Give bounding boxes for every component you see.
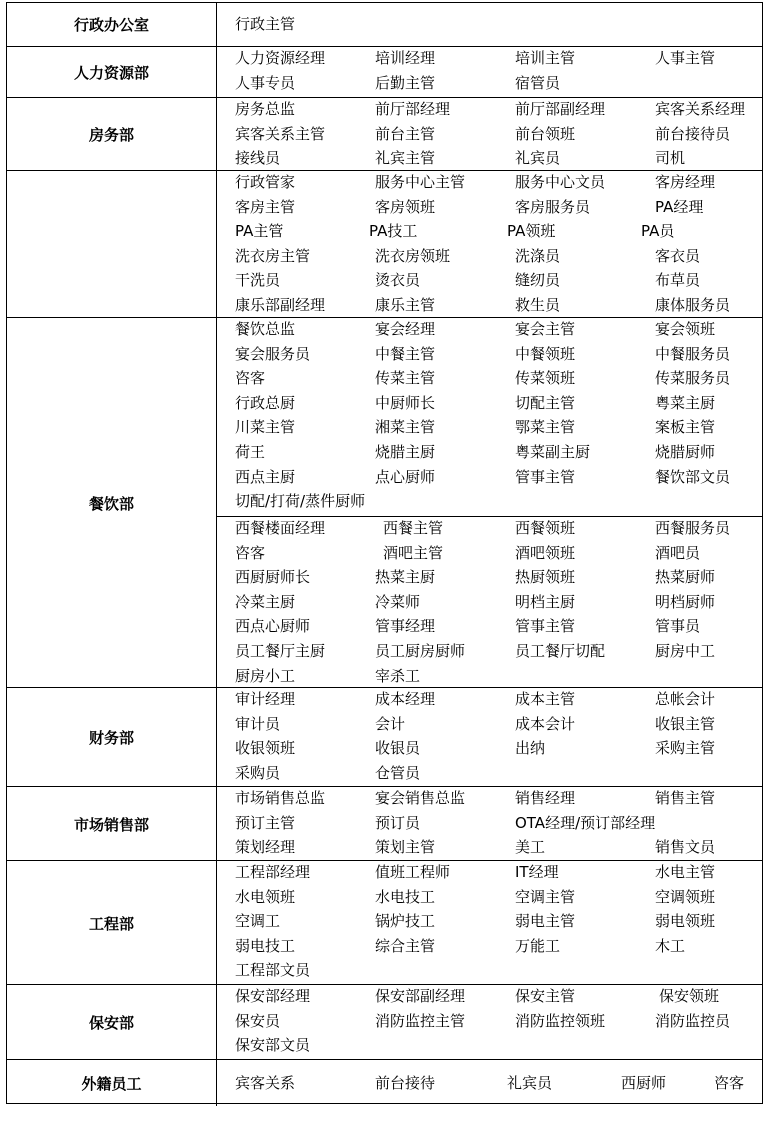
position-title: 空调主管 (515, 887, 576, 906)
position-title: 管事主管 (515, 617, 576, 636)
position-title: 宿管员 (515, 73, 561, 92)
position-title: 洗涤员 (515, 246, 561, 265)
position-title: 中餐主管 (375, 344, 436, 363)
position-title: 后勤主管 (375, 73, 436, 92)
position-title: 粤菜副主厨 (515, 443, 591, 461)
position-title: 水电领班 (235, 887, 296, 906)
position-title: 案板主管 (655, 418, 716, 437)
position-title: 礼宾主管 (375, 149, 436, 168)
position-title: 康乐主管 (375, 296, 436, 314)
position-title: PA经理 (655, 197, 704, 216)
department-row (7, 170, 762, 318)
position-title: 酒吧领班 (515, 543, 576, 562)
position-title: 前台接待员 (655, 124, 731, 143)
position-title: 房务总监 (235, 100, 296, 118)
position-title: 弱电主管 (515, 912, 576, 931)
position-title: 酒吧主管 (383, 543, 444, 562)
position-title: 保安部副经理 (375, 987, 466, 1005)
department-name: 财务部 (88, 729, 134, 747)
position-group (217, 47, 762, 98)
position-title: 收银主管 (655, 714, 716, 733)
position-title: 综合主管 (375, 936, 436, 955)
department-name: 市场销售部 (73, 815, 149, 834)
position-title: 接线员 (235, 149, 281, 168)
position-title: 行政管家 (235, 173, 296, 191)
position-title: 弱电领班 (655, 912, 716, 931)
position-title: 咨客 (235, 369, 266, 388)
position-title: 消防监控领班 (515, 1011, 606, 1030)
position-group (217, 3, 762, 46)
position-group (217, 688, 762, 787)
department-row (7, 1059, 762, 1106)
position-title: 缝纫员 (515, 271, 561, 290)
position-title: 前厅部经理 (375, 100, 451, 118)
position-title: 热菜厨师 (655, 568, 716, 587)
position-title: 收银员 (375, 739, 421, 758)
position-title: 客衣员 (655, 246, 701, 265)
department-name (7, 171, 216, 318)
position-title: 布草员 (655, 271, 701, 290)
position-title: 采购主管 (655, 739, 716, 758)
department-name: 房务部 (88, 126, 134, 144)
department-name: 餐饮部 (88, 494, 134, 513)
position-title: 销售主管 (655, 789, 716, 807)
department-name: 保安部 (88, 1014, 134, 1032)
position-title: 烧腊主厨 (375, 443, 436, 461)
position-title: 川菜主管 (235, 418, 296, 437)
department-row (7, 786, 762, 861)
position-title: 西餐楼面经理 (235, 519, 326, 537)
position-title: 洗衣房领班 (375, 246, 451, 265)
position-title: 采购员 (235, 763, 281, 782)
position-title: 中餐服务员 (655, 344, 731, 363)
position-title: 培训经理 (375, 49, 436, 67)
position-title: 礼宾员 (515, 149, 561, 168)
position-title: 消防监控员 (655, 1011, 731, 1030)
department-row (7, 97, 762, 171)
position-group (217, 787, 762, 861)
position-title: 冷菜师 (375, 592, 421, 611)
position-title: 宾客关系经理 (655, 100, 746, 118)
position-group (217, 861, 762, 985)
position-group (217, 318, 762, 516)
position-title: 人事专员 (235, 73, 296, 92)
position-title: 明档主厨 (515, 592, 576, 611)
position-title: 酒吧员 (655, 543, 701, 562)
position-title: OTA经理/预订部经理 (515, 813, 656, 832)
position-title: 宰杀工 (375, 666, 421, 685)
positions-table (6, 2, 763, 1104)
position-title: 切配主管 (515, 393, 576, 412)
position-title: 保安员 (235, 1011, 281, 1030)
department-row (7, 317, 762, 688)
position-title: 水电技工 (375, 887, 436, 906)
position-title: 万能工 (515, 936, 561, 955)
position-title: 员工厨房厨师 (375, 642, 466, 660)
position-title: 司机 (655, 149, 686, 168)
position-title: 成本会计 (515, 714, 576, 733)
position-title: 客房服务员 (515, 197, 591, 216)
position-title: 保安部经理 (235, 987, 311, 1005)
position-title: 培训主管 (515, 49, 576, 67)
position-title: 锅炉技工 (375, 912, 436, 931)
position-group (217, 985, 762, 1060)
position-title: 客房领班 (375, 197, 436, 216)
position-title: 仓管员 (375, 763, 421, 782)
position-title: 冷菜主厨 (235, 592, 296, 611)
department-row (7, 860, 762, 985)
position-title: 前台主管 (375, 124, 436, 143)
department-name: 工程部 (88, 914, 134, 933)
position-title: 康乐部副经理 (235, 296, 326, 314)
position-title: 弱电技工 (235, 936, 296, 955)
position-title: 宴会服务员 (235, 344, 311, 363)
position-title: 宴会销售总监 (375, 789, 466, 807)
position-title: 中餐领班 (515, 344, 576, 363)
position-title: 西餐服务员 (655, 519, 731, 537)
position-title: 前台领班 (515, 124, 576, 143)
position-title: PA技工 (369, 222, 418, 241)
position-title: 咨客 (714, 1073, 745, 1092)
position-title: 保安主管 (515, 987, 576, 1005)
position-title: 会计 (375, 714, 406, 733)
position-title: 宴会经理 (375, 320, 436, 338)
position-title: 策划经理 (235, 838, 296, 857)
position-title: 收银领班 (235, 739, 296, 758)
position-title: 服务中心主管 (375, 173, 466, 191)
position-title: 管事经理 (375, 617, 436, 636)
position-title: 洗衣房主管 (235, 246, 311, 265)
position-title: 市场销售总监 (235, 789, 326, 807)
position-title: 出纳 (515, 739, 546, 758)
position-title: 餐饮部文员 (655, 467, 731, 486)
department-row (7, 984, 762, 1060)
position-title: 宾客关系 (235, 1073, 296, 1092)
position-title: 粤菜主厨 (655, 393, 716, 412)
position-title: 人事主管 (655, 49, 716, 67)
position-title: 保安领班 (659, 987, 720, 1005)
position-title: 行政主管 (235, 15, 296, 34)
position-title: 销售经理 (515, 789, 576, 807)
position-title: PA员 (641, 222, 675, 241)
position-title: 烧腊厨师 (655, 443, 716, 461)
position-title: 传菜服务员 (655, 369, 731, 388)
position-title: 西厨厨师长 (235, 568, 311, 587)
position-group (217, 516, 762, 689)
position-title: 审计员 (235, 714, 281, 733)
position-title: 荷王 (235, 443, 266, 461)
position-title: 保安部文员 (235, 1036, 311, 1055)
position-title: 西厨师 (621, 1073, 667, 1092)
position-title: 行政总厨 (235, 393, 296, 412)
position-group (217, 171, 762, 318)
position-title: 传菜主管 (375, 369, 436, 388)
position-title: 成本经理 (375, 690, 436, 708)
position-title: 预订主管 (235, 813, 296, 832)
position-title: 员工餐厅切配 (515, 642, 606, 660)
position-title: 人力资源经理 (235, 49, 326, 67)
department-row (7, 687, 762, 787)
position-title: 宴会领班 (655, 320, 716, 338)
position-title: 热菜主厨 (375, 568, 436, 587)
position-group (217, 98, 762, 171)
position-title: 值班工程师 (375, 863, 451, 881)
position-title: PA领班 (507, 222, 556, 241)
position-title: 策划主管 (375, 838, 436, 857)
position-title: 烫衣员 (375, 271, 421, 290)
position-title: 前厅部副经理 (515, 100, 606, 118)
department-name: 人力资源部 (73, 64, 149, 82)
position-title: 湘菜主管 (375, 418, 436, 437)
position-title: 空调工 (235, 912, 281, 931)
position-title: 消防监控主管 (375, 1011, 466, 1030)
position-title: 西餐主管 (383, 519, 444, 537)
position-title: 木工 (655, 936, 686, 955)
position-title: 空调领班 (655, 887, 716, 906)
position-title: IT经理 (515, 863, 559, 881)
position-title: 员工餐厅主厨 (235, 642, 326, 660)
position-title: 厨房小工 (235, 666, 296, 685)
position-title: 成本主管 (515, 690, 576, 708)
position-title: 热厨领班 (515, 568, 576, 587)
position-title: 工程部经理 (235, 863, 311, 881)
position-title: 鄂菜主管 (515, 418, 576, 437)
position-title: 咨客 (235, 543, 266, 562)
position-title: 水电主管 (655, 863, 716, 881)
position-title: 干洗员 (235, 271, 281, 290)
position-title: PA主管 (235, 222, 284, 241)
position-title: 宴会主管 (515, 320, 576, 338)
position-title: 点心厨师 (375, 467, 436, 486)
position-group (217, 1060, 762, 1106)
position-title: 客房经理 (655, 173, 716, 191)
position-title: 管事员 (655, 617, 701, 636)
position-title: 西点主厨 (235, 467, 296, 486)
position-title: 中厨师长 (375, 393, 436, 412)
department-name: 外籍员工 (81, 1074, 142, 1093)
position-title: 西点心厨师 (235, 617, 311, 636)
position-title: 传菜领班 (515, 369, 576, 388)
position-title: 餐饮总监 (235, 320, 296, 338)
position-title: 管事主管 (515, 467, 576, 486)
department-row (7, 3, 762, 46)
position-title: 救生员 (515, 296, 561, 314)
position-title: 销售文员 (655, 838, 716, 857)
position-title: 厨房中工 (655, 642, 716, 660)
position-title: 康体服务员 (655, 296, 731, 314)
position-title: 宾客关系主管 (235, 124, 326, 143)
position-title: 明档厨师 (655, 592, 716, 611)
position-title: 工程部文员 (235, 961, 311, 980)
position-title: 总帐会计 (655, 690, 716, 708)
position-title: 切配/打荷/蒸件厨师 (235, 492, 366, 511)
department-name: 行政办公室 (73, 16, 149, 34)
position-title: 审计经理 (235, 690, 296, 708)
position-title: 西餐领班 (515, 519, 576, 537)
position-title: 美工 (515, 838, 546, 857)
department-row (7, 46, 762, 98)
position-title: 礼宾员 (507, 1073, 553, 1092)
position-title: 客房主管 (235, 197, 296, 216)
position-title: 预订员 (375, 813, 421, 832)
position-title: 前台接待 (375, 1073, 436, 1092)
position-title: 服务中心文员 (515, 173, 606, 191)
